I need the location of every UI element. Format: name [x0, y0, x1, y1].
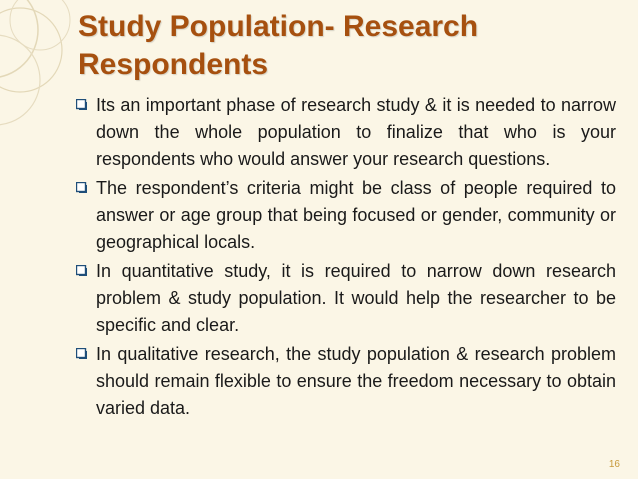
- checkbox-square-icon: [76, 348, 87, 359]
- checkbox-square-icon: [76, 182, 87, 193]
- background-circles-decoration: [0, 0, 80, 140]
- bullet-item: [74, 92, 616, 173]
- checkbox-square-icon: [76, 265, 87, 276]
- bullet-item: [74, 258, 616, 339]
- slide-title: Study Population- Research Respondents: [78, 10, 479, 81]
- bullet-text: In quantitative study, it is required to narrow down research problem & study population. It would help the researcher to be specific and clear.: [96, 261, 616, 335]
- bullet-text: In qualitative research, the study population & research problem should remain flexible to ensure the freedom necessary to obtain varied data.: [96, 344, 616, 418]
- bullet-item: [74, 175, 616, 256]
- page-number: 16: [608, 459, 620, 470]
- checkbox-square-icon: [76, 99, 87, 110]
- bullet-text: The respondent’s criteria might be class of people required to answer or age group that being focused or gender, community or geographical locals.: [96, 178, 616, 252]
- bullet-text: Its an important phase of research study & it is needed to narrow down the whole population to finalize that who is your respondents who would answer your research questions.: [96, 95, 616, 169]
- bullet-list: [74, 92, 616, 424]
- bullet-item: [74, 341, 616, 422]
